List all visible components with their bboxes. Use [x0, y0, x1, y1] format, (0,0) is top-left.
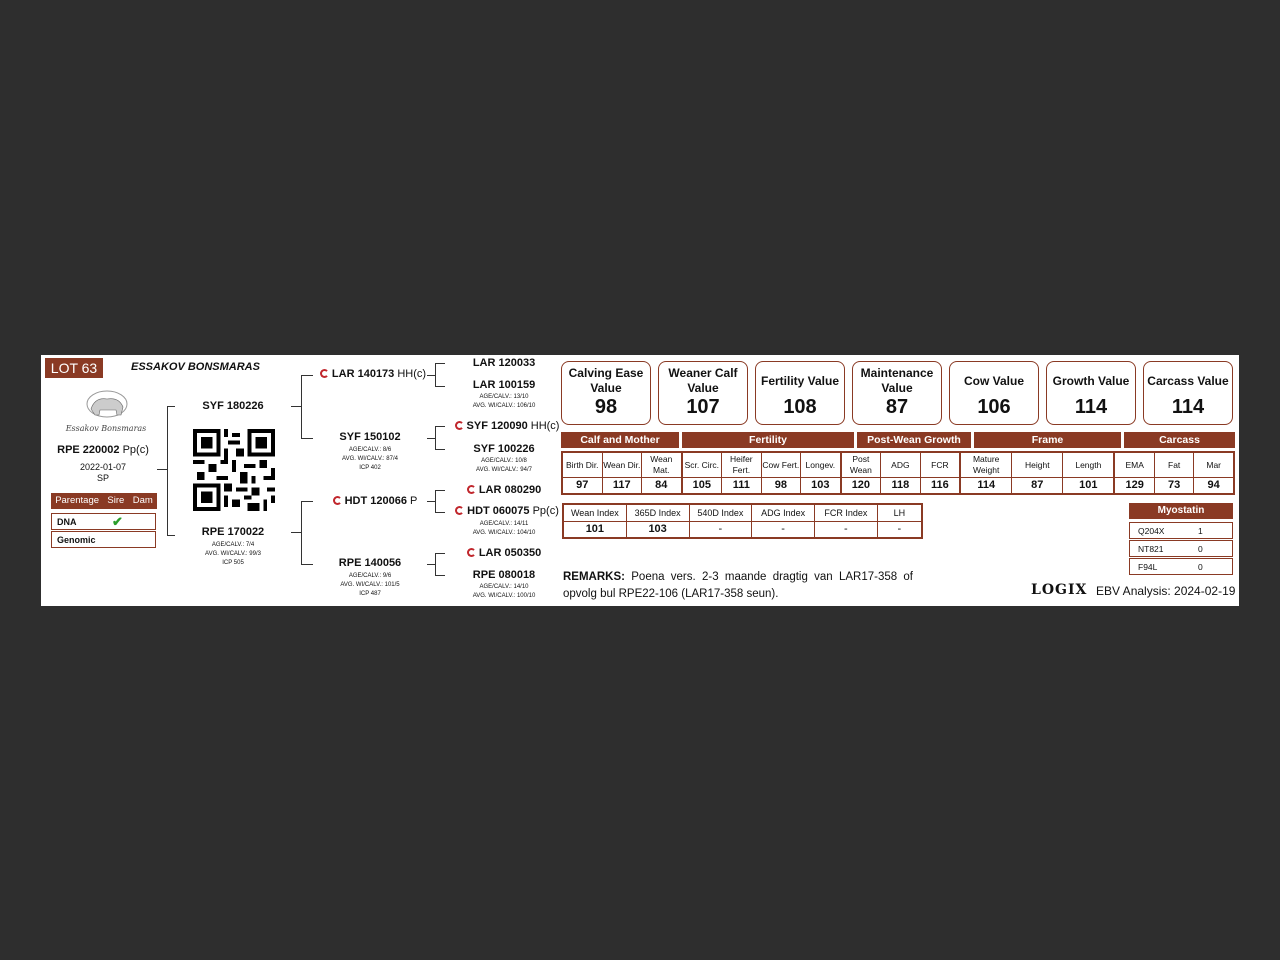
ebv-header: Mature Weight — [961, 453, 1011, 478]
index-header: ADG Index — [752, 505, 814, 522]
remarks-text: Poena vers. 2-3 maande dragtig van LAR17-358 of opvolg bul RPE22-106 (LAR17-358 seun). — [563, 571, 913, 600]
ebv-value: 98 — [774, 479, 787, 491]
index-cell-540d — [690, 505, 753, 537]
value-box-carcass — [1143, 361, 1233, 425]
registered-mark-icon — [467, 548, 476, 557]
ss-id: LAR 140173 — [331, 368, 395, 380]
lot-badge: LOT 63 — [45, 358, 103, 378]
ebv-cell-post-wean — [842, 453, 882, 493]
sds-node — [453, 420, 561, 432]
dsd-suffix: Pp(c) — [532, 505, 559, 517]
parentage-row-label: DNA — [57, 517, 77, 527]
value-box-value: 107 — [686, 396, 720, 418]
sdd-age-calv: AGE/CALV.: 10/8 — [481, 458, 527, 464]
ebv-value: 129 — [1125, 479, 1144, 491]
parentage-header-dam: Dam — [132, 495, 153, 506]
dss-id: LAR 080290 — [478, 484, 542, 496]
ebv-value: 87 — [1031, 479, 1044, 491]
index-value: 103 — [648, 523, 667, 535]
ebv-cell-birth-dir — [563, 453, 603, 493]
ebv-value: 116 — [931, 479, 949, 491]
dd-id: RPE 140056 — [338, 557, 402, 569]
parentage-row-genomic — [51, 531, 156, 548]
sd-id: SYF 150102 — [339, 431, 401, 443]
dsd-avg-wi: AVG. WI/CALV.: 104/10 — [472, 530, 536, 536]
animal-type: SP — [96, 473, 109, 483]
dd-icp: ICP 487 — [359, 591, 381, 597]
ebv-value: 105 — [692, 479, 711, 491]
animal-id-number: RPE 220002 — [57, 444, 120, 456]
index-value: - — [844, 523, 848, 535]
index-header: LH — [878, 505, 921, 522]
ebv-cell-mature-weight — [961, 453, 1012, 493]
value-box-value: 87 — [885, 396, 909, 418]
ebv-cell-wean-dir — [603, 453, 643, 493]
ebv-cell-mar — [1194, 453, 1233, 493]
index-value: - — [781, 523, 785, 535]
ebv-header: Fat — [1155, 453, 1194, 478]
index-value: - — [718, 523, 723, 535]
group-header-fertility: Fertility — [682, 432, 854, 448]
sss-id: LAR 120033 — [472, 357, 536, 369]
value-box-fertility — [755, 361, 845, 425]
parentage-header-sire: Sire — [107, 495, 125, 506]
registered-mark-icon — [320, 369, 329, 378]
index-header: 540D Index — [690, 505, 752, 522]
ebv-header: Birth Dir. — [563, 453, 602, 478]
ebv-cell-scr-circ — [683, 453, 723, 493]
ebv-value: 111 — [732, 479, 750, 491]
ds-node — [325, 495, 425, 507]
ebv-value: 97 — [576, 479, 589, 491]
ds-suffix: P — [410, 495, 418, 507]
index-header: 365D Index — [627, 505, 689, 522]
dd-avg-wi: AVG. WI/CALV.: 101/5 — [340, 582, 400, 588]
myostatin-key: NT821 — [1138, 544, 1164, 554]
sdd-id: SYF 100226 — [473, 443, 535, 455]
ebv-cell-length — [1063, 453, 1115, 493]
ebv-cell-longev — [801, 453, 842, 493]
index-value: - — [897, 523, 902, 535]
value-box-calving-ease — [561, 361, 651, 425]
myostatin-value: 0 — [1198, 562, 1203, 572]
index-cell-fcr — [815, 505, 878, 537]
index-header: Wean Index — [564, 505, 626, 522]
parentage-row-dna — [51, 513, 156, 530]
index-cell-wean — [564, 505, 627, 537]
ebv-header: Height — [1012, 453, 1062, 478]
check-icon: ✔ — [112, 514, 123, 529]
parentage-header — [51, 493, 157, 509]
dsd-node — [451, 505, 563, 517]
group-header-carcass: Carcass — [1124, 432, 1235, 448]
ebv-header: Length — [1063, 453, 1113, 478]
ebv-header: Cow Fert. — [762, 453, 801, 478]
index-cell-adg — [752, 505, 815, 537]
sdd-avg-wi: AVG. WI/CALV.: 94/7 — [476, 467, 532, 473]
ebv-header: ADG — [881, 453, 920, 478]
myostatin-value: 0 — [1198, 544, 1203, 554]
sds-suffix: HH(c) — [530, 420, 560, 432]
index-value: 101 — [585, 523, 605, 535]
value-box-label: Maintenance Value — [860, 366, 934, 395]
value-box-value: 108 — [783, 396, 817, 418]
logix-logo: LOGIX — [1031, 582, 1088, 598]
animal-id-suffix: Pp(c) — [122, 444, 149, 456]
dsd-age-calv: AGE/CALV.: 14/11 — [479, 521, 529, 527]
farm-logo — [65, 387, 147, 435]
registered-mark-icon — [455, 421, 464, 430]
sire-id: SYF 180226 — [202, 400, 264, 412]
ssd-avg-wi: AVG. WI/CALV.: 106/10 — [472, 403, 536, 409]
sd-age-calv: AGE/CALV.: 8/6 — [348, 447, 392, 453]
dsd-id: HDT 060075 — [467, 505, 530, 517]
index-table — [562, 503, 923, 539]
registered-mark-icon — [455, 506, 464, 515]
dam-id: RPE 170022 — [201, 526, 265, 538]
ebv-value: 101 — [1079, 479, 1098, 491]
ebv-value: 114 — [977, 479, 996, 491]
dd-age-calv: AGE/CALV.: 9/6 — [348, 573, 392, 579]
ebv-header: Scr. Circ. — [683, 453, 722, 478]
ebv-header: EMA — [1115, 453, 1154, 478]
dam-age-calv: AGE/CALV.: 7/4 — [211, 542, 255, 548]
ebv-value: 94 — [1207, 479, 1220, 491]
value-box-label: Carcass Value — [1147, 373, 1229, 388]
value-box-label: Growth Value — [1052, 373, 1130, 388]
index-header: FCR Index — [815, 505, 877, 522]
ebv-header: Wean Dir. — [603, 453, 642, 478]
sd-avg-wi: AVG. WI/CALV.: 87/4 — [342, 456, 398, 462]
ds-id: HDT 120066 — [344, 495, 407, 507]
ebv-header: Longev. — [801, 453, 840, 478]
ssd-age-calv: AGE/CALV.: 13/10 — [479, 394, 529, 400]
ebv-header: Wean Mat. — [642, 453, 681, 478]
ddd-avg-wi: AVG. WI/CALV.: 100/10 — [472, 593, 536, 599]
ebv-cell-heifer-fert — [722, 453, 762, 493]
ebv-value: 120 — [851, 479, 871, 491]
value-box-cow — [949, 361, 1039, 425]
animal-id — [41, 444, 165, 456]
myostatin-row — [1129, 540, 1233, 557]
value-box-label: Fertility Value — [760, 373, 840, 388]
value-box-value: 106 — [977, 396, 1011, 418]
svg-text:Essakov Bonsmaras: Essakov Bonsmaras — [65, 424, 147, 433]
sd-icp: ICP 402 — [359, 465, 381, 471]
group-header-post-wean: Post-Wean Growth — [857, 432, 971, 448]
ssd-id: LAR 100159 — [472, 379, 536, 391]
value-box-weaner-calf — [658, 361, 748, 425]
registered-mark-icon — [467, 485, 476, 494]
sds-id: SYF 120090 — [466, 420, 528, 432]
myostatin-header: Myostatin — [1129, 503, 1233, 519]
value-box-label: Calving Ease Value — [568, 366, 644, 395]
value-box-value: 114 — [1171, 396, 1205, 418]
ebv-cell-ema — [1115, 453, 1155, 493]
ebv-value: 118 — [891, 479, 910, 491]
ebv-cell-wean-mat — [642, 453, 683, 493]
ebv-header: Heifer Fert. — [722, 453, 761, 478]
ddd-id: RPE 080018 — [472, 569, 536, 581]
ebv-grid — [561, 451, 1235, 495]
remarks — [563, 569, 913, 603]
group-header-frame: Frame — [974, 432, 1121, 448]
registered-mark-icon — [333, 496, 342, 505]
ebv-cell-fcr — [921, 453, 962, 493]
ebv-value: 73 — [1168, 479, 1181, 491]
value-box-value: 98 — [594, 396, 618, 418]
ddd-age-calv: AGE/CALV.: 14/10 — [479, 584, 529, 590]
dds-node — [451, 547, 557, 559]
ebv-cell-adg — [881, 453, 921, 493]
dam-avg-wi: AVG. WI/CALV.: 99/3 — [205, 551, 261, 557]
myostatin-key: F94L — [1138, 562, 1158, 572]
group-header-calf-mother: Calf and Mother — [561, 432, 679, 448]
dam-icp: ICP 505 — [222, 560, 244, 566]
ebv-cell-fat — [1155, 453, 1195, 493]
value-box-growth — [1046, 361, 1136, 425]
myostatin-value: 1 — [1198, 526, 1203, 536]
dds-id: LAR 050350 — [478, 547, 542, 559]
ebv-analysis-date: EBV Analysis: 2024-02-19 — [1096, 584, 1236, 598]
parentage-row-label: Genomic — [57, 535, 96, 545]
myostatin-row — [1129, 558, 1233, 575]
parentage-header-label: Parentage — [55, 495, 100, 506]
myostatin-key: Q204X — [1138, 526, 1165, 536]
ebv-header: Mar — [1194, 453, 1233, 478]
animal-dob: 2022-01-07 — [79, 462, 127, 472]
ebv-value: 117 — [612, 479, 631, 491]
value-box-maintenance — [852, 361, 942, 425]
dss-node — [451, 484, 557, 496]
value-box-label: Cow Value — [963, 373, 1025, 388]
ebv-cell-height — [1012, 453, 1063, 493]
value-box-label: Weaner Calf Value — [668, 366, 738, 395]
lot-card — [41, 355, 1239, 606]
ebv-header: Post Wean — [842, 453, 881, 478]
farm-name: ESSAKOV BONSMARAS — [131, 361, 260, 373]
ebv-value: 103 — [811, 479, 830, 491]
qr-code[interactable] — [192, 429, 276, 511]
ebv-header: FCR — [921, 453, 960, 478]
remarks-label: REMARKS: — [563, 571, 625, 583]
index-cell-365d — [627, 505, 690, 537]
ss-node — [319, 368, 427, 380]
index-cell-lh — [878, 505, 921, 537]
ebv-value: 84 — [655, 479, 668, 491]
ebv-cell-cow-fert — [762, 453, 802, 493]
value-box-value: 114 — [1074, 396, 1108, 418]
ss-suffix: HH(c) — [397, 368, 427, 380]
myostatin-row — [1129, 522, 1233, 539]
